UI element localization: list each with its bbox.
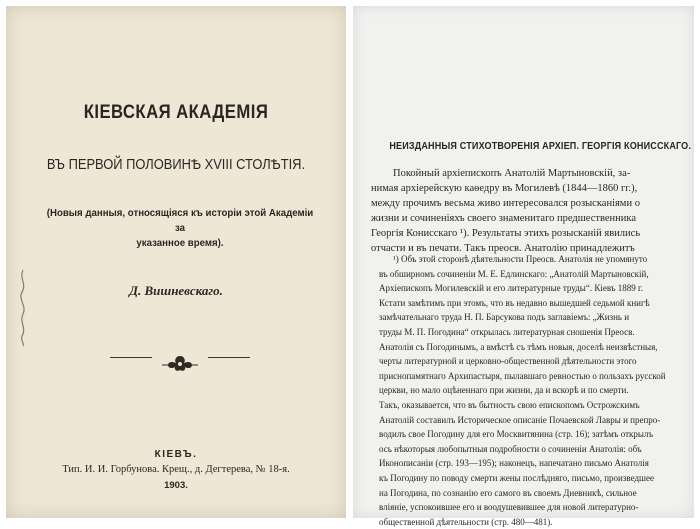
article-footnote bbox=[379, 252, 685, 529]
book-note-line: (Новыя данныя, относящіяся къ исторіи этой Академіи за bbox=[46, 207, 314, 234]
body-line: нимая архіерейскую каѳедру въ Могилевѣ (1844—1860 гг.), bbox=[371, 183, 638, 194]
body-line: отчасти и въ печати. Такъ преосв. Анатолію принадлежитъ bbox=[371, 243, 635, 254]
body-line: жизни и сочиненіяхъ своего знаменитаго предшественника bbox=[371, 213, 636, 224]
body-line: Покойный архіепископъ Анатолій Мартыновскій, за- bbox=[393, 168, 631, 179]
book-author: Д. Вишневскаго. bbox=[129, 283, 223, 298]
footnote-line: къ Погодину по поводу смерти жены послѣдняго, письмо, произведшее bbox=[379, 472, 654, 483]
footnote-line: труды М. П. Погодина“ открылась литературная сношенія Преосв. bbox=[379, 326, 635, 337]
right-page-scan bbox=[353, 6, 694, 527]
footnote-line: вліяніе, успокоившее его и воодушевившее для новой литературно- bbox=[379, 502, 639, 513]
article-heading: НЕИЗДАННЫЯ СТИХОТВОРЕНІЯ АРХІЕП. ГЕОРГІЯ КОНИССКАГО. bbox=[389, 140, 692, 152]
book-subtitle: ВЪ ПЕРВОЙ ПОЛОВИНѢ XVIII СТОЛѢТІЯ. bbox=[46, 156, 306, 173]
footnote-line: Анатолій составилъ Историческое описаніе Почаевской Лавры и препро- bbox=[379, 414, 661, 425]
footnote-line: Иконописаніи (стр. 193—195); наконецъ, напечатано письмо Анатолія bbox=[379, 458, 649, 469]
footnote-line: церкви, но мало оцѣненнаго при жизни, да и вскорѣ и по смерти. bbox=[379, 385, 629, 396]
footnote-line: Анатолія съ Погодинымъ, а вмѣстѣ съ тѣмъ новыя, доселѣ неизвѣстныя, bbox=[379, 341, 658, 352]
footnote-line: на Погодина, по сознанію его самого въ своемъ Дневникѣ, сильное bbox=[379, 487, 637, 498]
left-page-scan bbox=[6, 6, 346, 518]
footnote-line: общественной дѣятельности (стр. 480—481). bbox=[379, 516, 553, 527]
book-note bbox=[44, 206, 316, 251]
publication-city: КІЕВЪ. bbox=[154, 449, 198, 460]
footnote-line: замѣчательнаго труда Н. П. Барсукова подъ заглавіемъ: „Жизнь и bbox=[379, 312, 630, 323]
ornament-icon bbox=[152, 353, 208, 373]
footnote-line: ¹) Объ этой сторонѣ дѣятельности Преосв. Анатолія не упомянуто bbox=[393, 254, 648, 264]
footnote-line: Такъ, оказывается, что въ бытность свою епископомъ Острожскимъ bbox=[379, 399, 640, 410]
footnote-line: приснопамятнаго Архипастыря, пылавшаго ревностью о пользахъ русской bbox=[379, 370, 666, 381]
footnote-line: въ обширномъ сочиненіи М. Е. Едлинскаго: „Анатолій Мартыновскій, bbox=[379, 268, 649, 279]
printer-line: Тип. И. И. Горбунова. Крещ., д. Дегтерева, № 18-я. bbox=[62, 464, 290, 475]
article-body bbox=[371, 166, 685, 256]
footnote-line: ось нѣкоторыя любопытныя подробности о сочиненіи Анатолія: объ bbox=[379, 443, 642, 454]
footnote-line: водилъ свое Погодину для его Москвитянина (стр. 16); затѣмъ открылъ bbox=[379, 429, 654, 440]
body-line: между прочимъ весьма живо интересовался розысканіями о bbox=[371, 198, 640, 209]
body-line: Георгія Конисскаго ¹). Результаты этихъ розысканій явились bbox=[371, 228, 641, 239]
publication-year: 1903. bbox=[164, 480, 188, 491]
book-note-line: указанное время). bbox=[136, 237, 224, 249]
library-stamp-mark bbox=[16, 268, 30, 348]
book-title: КІЕВСКАЯ АКАДЕМІЯ bbox=[83, 102, 269, 123]
footnote-line: Архіепископъ Могилевскій и его литературные труды“. Кіевъ 1889 г. bbox=[379, 283, 643, 294]
footnote-line: Кстати замѣтимъ при этомъ, что въ недавно вышедшей седьмой книгѣ bbox=[379, 297, 650, 308]
footnote-line: черты литературной и церковно-общественной дѣятельности этого bbox=[379, 356, 637, 367]
